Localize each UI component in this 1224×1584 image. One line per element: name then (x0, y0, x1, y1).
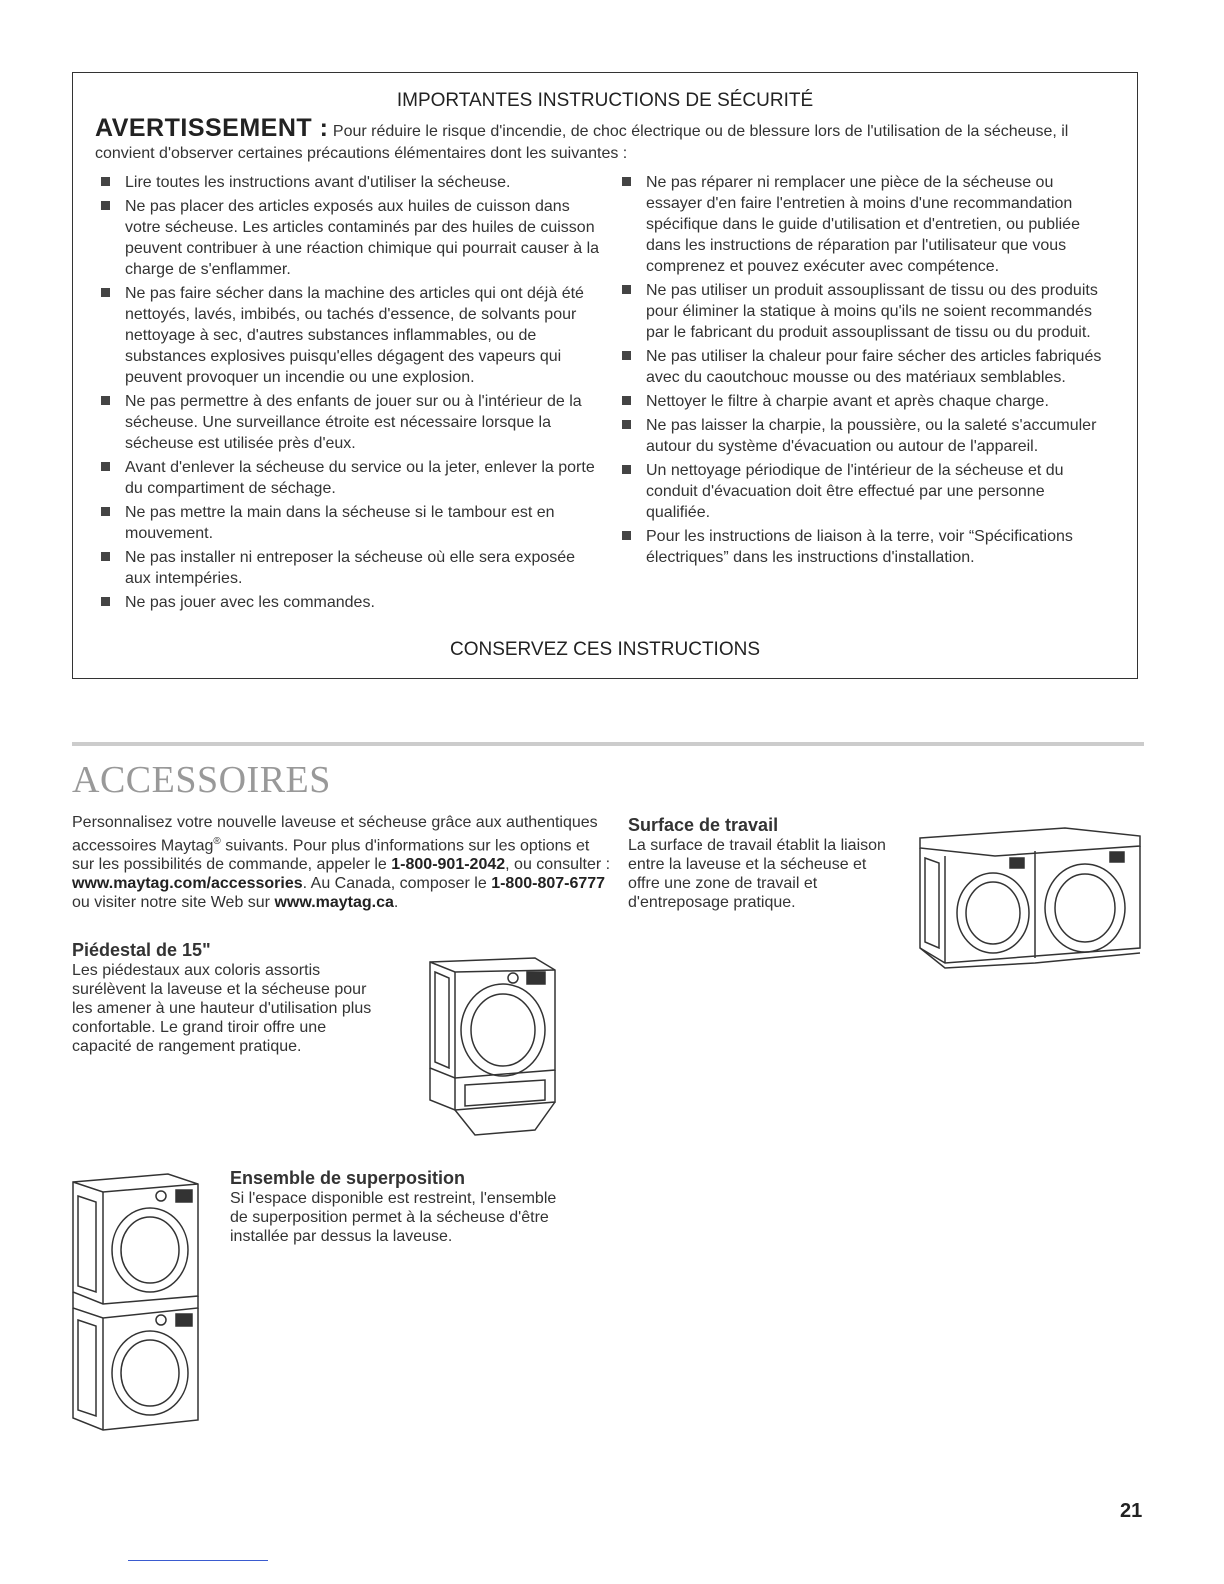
square-bullet-icon (622, 531, 631, 540)
warning-word: AVERTISSEMENT : (95, 114, 329, 142)
square-bullet-icon (101, 177, 110, 186)
square-bullet-icon (622, 420, 631, 429)
url-ca-link[interactable]: www.maytag.ca (274, 894, 394, 912)
list-item: Avant d'enlever la sécheuse du service ou la jeter, enlever la porte du compartiment de séchage. (101, 457, 601, 499)
phone-us: 1-800-901-2042 (391, 856, 506, 874)
list-item: Ne pas utiliser la chaleur pour faire sécher des articles fabriqués avec du caoutchouc mousse ou des matériaux semblables. (622, 346, 1112, 388)
list-item: Ne pas mettre la main dans la sécheuse si le tambour est en mouvement. (101, 502, 601, 544)
square-bullet-icon (622, 351, 631, 360)
stacking-body: Si l'espace disponible est restreint, l'ensemble de superposition permet à la sécheuse d'être installée par dessus la laveuse. (230, 1190, 557, 1245)
worksurface-section (628, 815, 888, 912)
conserve-instructions: CONSERVEZ CES INSTRUCTIONS (449, 639, 761, 660)
square-bullet-icon (101, 507, 110, 516)
list-item: Lire toutes les instructions avant d'utiliser la sécheuse. (101, 172, 601, 193)
square-bullet-icon (101, 462, 110, 471)
section-divider (72, 742, 1144, 746)
list-item: Ne pas jouer avec les commandes. (101, 592, 601, 613)
square-bullet-icon (101, 597, 110, 606)
list-item: Ne pas installer ni entreposer la sécheuse où elle sera exposée aux intempéries. (101, 547, 601, 589)
safety-list-left (101, 172, 601, 616)
accessories-intro: Personnalisez votre nouvelle laveuse et sécheuse grâce aux authentiques accessoires Maytag® suivants. Pour plus d'informations sur les options et sur les possibilités de commande, appeler le 1-800-901-2042, ou consulter : www.maytag.com/accessories. Au Canada, composer le 1-800-807-6777 ou visiter notre site Web sur www.maytag.ca. (72, 814, 611, 912)
list-item: Ne pas permettre à des enfants de jouer sur ou à l'intérieur de la sécheuse. Une surveillance étroite est nécessaire lorsque la sécheuse est utilisée près d'eux. (101, 391, 601, 454)
footer-line (128, 1560, 268, 1561)
square-bullet-icon (101, 552, 110, 561)
worksurface-title: Surface de travail (628, 815, 779, 835)
warning-paragraph (95, 114, 1115, 165)
list-item: Ne pas utiliser un produit assouplissant de tissu ou des produits pour éliminer la statique à moins qu'ils ne soient recommandés par le fabricant du produit assouplissant de tissu ou du produit. (622, 280, 1112, 343)
pedestal-title: Piédestal de 15" (72, 940, 211, 960)
pedestal-section (72, 940, 372, 1056)
safety-heading: IMPORTANTES INSTRUCTIONS DE SÉCURITÉ (396, 90, 814, 111)
stacking-section (230, 1168, 570, 1246)
list-item: Ne pas faire sécher dans la machine des articles qui ont déjà été nettoyés, lavés, imbibés, ou tachés d'essence, de solvants pour nettoyage à sec, d'autres substances inflammables, ou de substances explosives puisqu'elles dégagent des vapeurs qui peuvent provoquer un incendie ou une explosion. (101, 283, 601, 388)
square-bullet-icon (101, 288, 110, 297)
pedestal-illustration (415, 950, 565, 1140)
page-number: 21 (1120, 1500, 1143, 1522)
worksurface-body: La surface de travail établit la liaison entre la laveuse et la sécheuse et offre une zone de travail et d'entreposage pratique. (628, 837, 886, 911)
list-item: Pour les instructions de liaison à la terre, voir “Spécifications électriques” dans les instructions d'installation. (622, 526, 1112, 568)
square-bullet-icon (622, 396, 631, 405)
list-item: Ne pas placer des articles exposés aux huiles de cuisson dans votre sécheuse. Les articles contaminés par des huiles de cuisson peuvent contribuer à une réaction chimique qui pourrait causer à la charge de s'enflammer. (101, 196, 601, 280)
accessories-title: ACCESSOIRES (72, 759, 331, 801)
stacking-illustration (68, 1168, 208, 1438)
square-bullet-icon (622, 465, 631, 474)
worksurface-illustration (915, 818, 1145, 988)
safety-instructions-box (72, 72, 1138, 679)
square-bullet-icon (101, 201, 110, 210)
pedestal-body: Les piédestaux aux coloris assortis surélèvent la laveuse et la sécheuse pour les amener à une hauteur d'utilisation plus confortable. Le grand tiroir offre une capacité de rangement pratique. (72, 962, 372, 1055)
safety-list-right (622, 172, 1112, 571)
list-item: Nettoyer le filtre à charpie avant et après chaque charge. (622, 391, 1112, 412)
list-item: Ne pas réparer ni remplacer une pièce de la sécheuse ou essayer d'en faire l'entretien à moins d'une recommandation spécifique dans le guide d'utilisation et d'entretien, ou publiée dans les instructions de réparation par l'utilisateur que vous comprenez et pouvez exécuter avec compétence. (622, 172, 1112, 277)
url-us-link[interactable]: www.maytag.com/accessories (72, 875, 303, 893)
stacking-title: Ensemble de superposition (230, 1168, 466, 1188)
square-bullet-icon (622, 285, 631, 294)
list-item: Ne pas laisser la charpie, la poussière, ou la saleté s'accumuler autour du système d'évacuation ou autour de l'appareil. (622, 415, 1112, 457)
list-item: Un nettoyage périodique de l'intérieur de la sécheuse et du conduit d'évacuation doit être effectué par une personne qualifiée. (622, 460, 1112, 523)
square-bullet-icon (622, 177, 631, 186)
phone-ca: 1-800-807-6777 (491, 875, 606, 893)
square-bullet-icon (101, 396, 110, 405)
warning-text: Pour réduire le risque d'incendie, de choc électrique ou de blessure lors de l'utilisation de la sécheuse, il convient d'observer certaines précautions élémentaires dont les suivantes : (95, 123, 1069, 162)
